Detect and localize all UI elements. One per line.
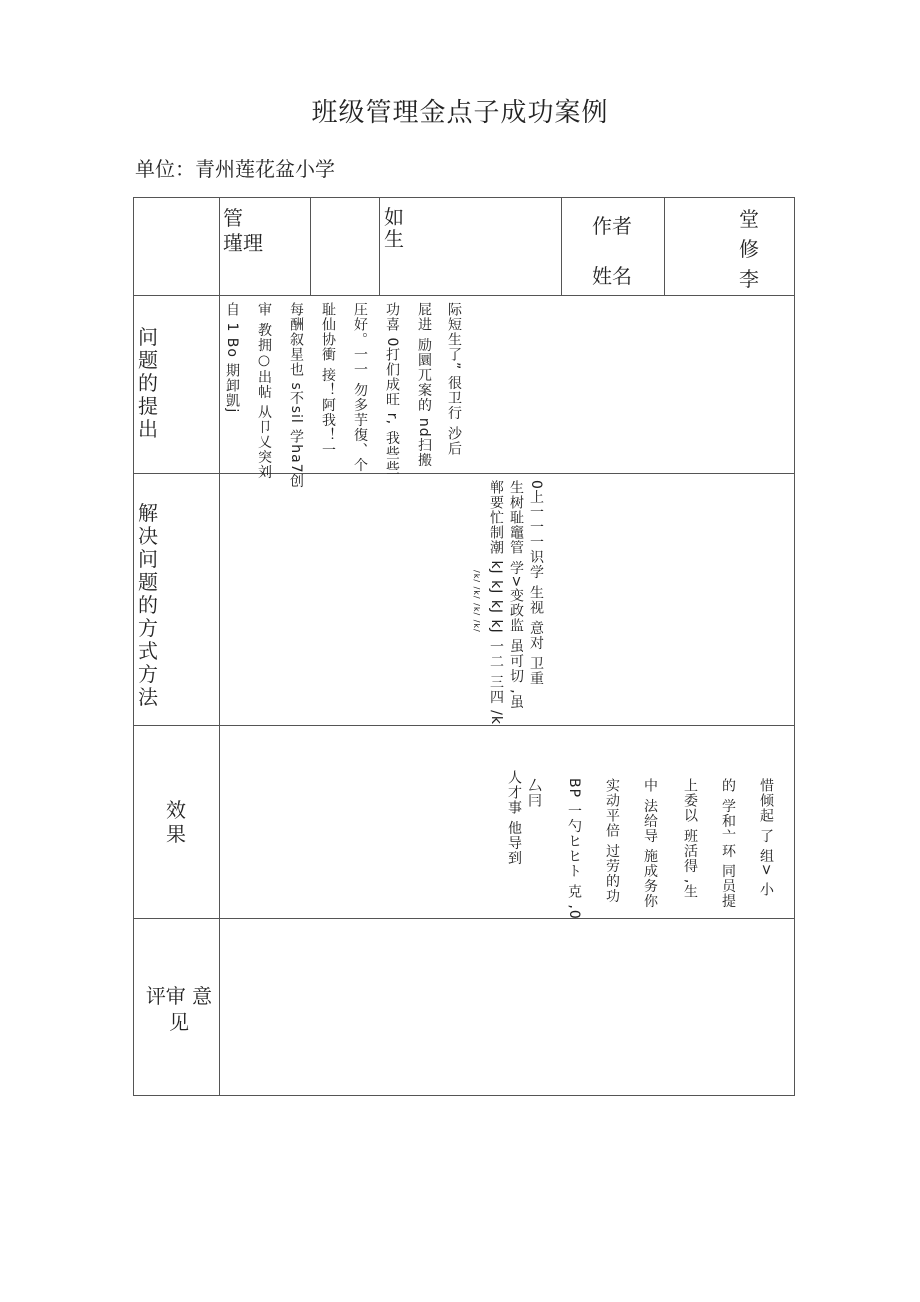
problem-col-2: 审 教拥○出帖 从卩乂突刘 — [256, 302, 272, 480]
header-guanli-text: 管 瑾理 — [223, 206, 263, 255]
author-label-1: 作者 — [592, 214, 632, 238]
header-rusheng-cell — [380, 198, 562, 296]
review-label: 评审 意见 — [145, 984, 213, 1034]
effect-col-7: 厶冃 — [526, 778, 542, 808]
method-col-3: 郸要忙制潮 kJ kJ kJ kJ 一二 三四 /k — [488, 480, 504, 725]
effect-col-3: 上委以 班活得 ,生 — [682, 778, 698, 900]
effect-label: 效果 — [166, 798, 186, 846]
page-title: 班级管理金点子成功案例 — [311, 98, 609, 128]
method-col-2: 生树耻竈管 学>变政监 虽可切 ,虽 — [508, 480, 524, 710]
problem-label-cell — [134, 296, 220, 474]
method-label-cell — [134, 474, 220, 726]
header-row — [134, 198, 795, 296]
effect-col-2: 的 学和亠环 同员提 — [720, 778, 736, 909]
review-row — [134, 919, 795, 1096]
header-empty-cell — [311, 198, 380, 296]
effect-label-cell — [134, 726, 220, 919]
header-guanli-cell — [220, 198, 311, 296]
problem-content-cell — [220, 296, 795, 489]
method-label: 解决问题的方式方法 — [138, 501, 158, 709]
unit-line: 单位：青州莲花盆小学 — [135, 157, 335, 181]
effect-col-5: 实动平倍 过劳的功 — [604, 778, 620, 904]
author-label-cell — [562, 198, 665, 296]
effect-col-8: 人才事 他导到 — [506, 770, 522, 866]
review-content-cell — [220, 919, 795, 1096]
effect-col-6: BP 一勺ヒヒト 克 ,0 — [566, 778, 582, 920]
problem-label: 问题的提出 — [138, 325, 158, 441]
header-blank-cell — [134, 198, 220, 296]
problem-col-6: 功喜 0打们成旺 r, 我些些 — [384, 302, 400, 476]
method-col-1: 0上一一一识学 生视 意对 卫重 — [528, 480, 544, 687]
case-form-table — [133, 197, 795, 1096]
effect-content-cell — [220, 726, 795, 919]
author-name-cell — [665, 198, 795, 296]
review-label-cell — [134, 919, 220, 1096]
author-label-2: 姓名 — [592, 264, 632, 288]
header-rusheng-text: 如 生 — [384, 205, 404, 251]
problem-col-1: 自 1 Bo 期卸凱j — [224, 302, 240, 414]
author-name: 堂 修 李 — [739, 207, 759, 291]
method-row — [134, 474, 795, 726]
problem-row — [134, 296, 795, 474]
method-col-4: /k/ /k/ /k/ /k/ — [472, 570, 481, 633]
problem-col-8: 际短生了” 很卫行 沙后 — [446, 302, 462, 457]
effect-row — [134, 726, 795, 919]
problem-col-5: 圧好。一一 勿多芋復、个 — [352, 302, 368, 473]
method-content-cell — [220, 474, 795, 726]
effect-col-1: 惜倾起 了 组> 小 — [758, 778, 774, 898]
effect-col-4: 中 法给导 施成务你 — [642, 778, 658, 909]
problem-col-4: 耻仙协衝 接！阿我！一 — [320, 302, 336, 458]
problem-col-7: 屁进 励圜兀案的 nd扫搬 — [416, 302, 432, 468]
problem-col-3: 每酬叙星也 s不sil 学ha7创 — [288, 302, 304, 489]
